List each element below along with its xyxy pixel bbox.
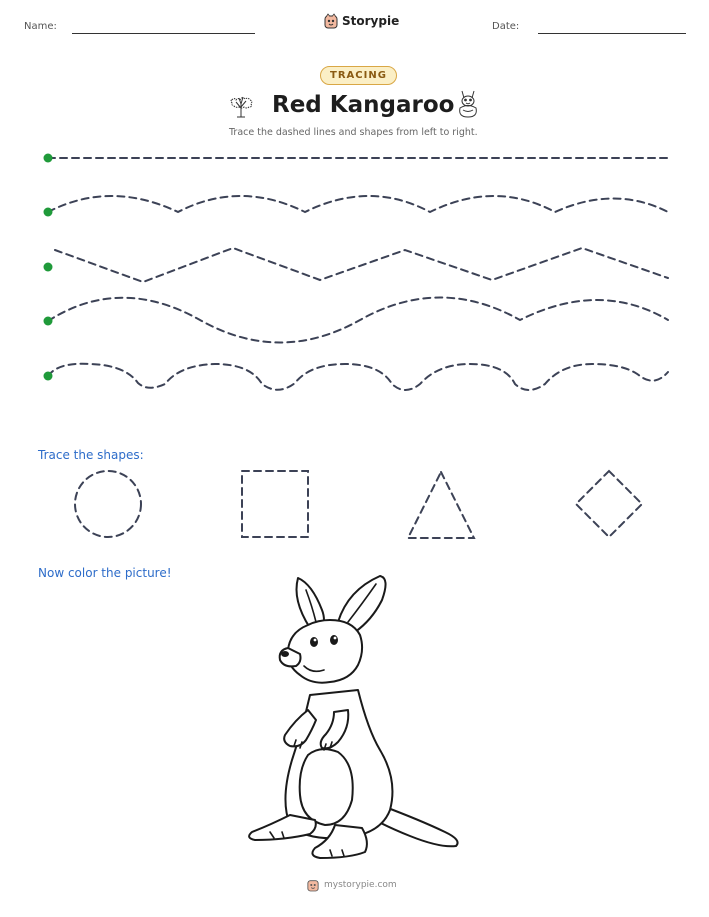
tracing-shapes — [0, 462, 709, 552]
start-dot-2 — [44, 208, 53, 217]
trace-line-gentle-wave — [48, 196, 668, 212]
trace-line-curvy-wave — [48, 364, 668, 390]
trace-shape-square — [242, 471, 308, 537]
brand-logo — [324, 13, 399, 29]
name-label: Name: — [24, 21, 57, 32]
instructions: Trace the dashed lines and shapes from left to right. — [229, 127, 478, 138]
section-shapes-heading: Trace the shapes: — [38, 448, 144, 462]
tracing-badge: TRACING — [320, 66, 397, 85]
footer-url[interactable]: mystorypie.com — [324, 880, 397, 890]
kangaroo-coloring-picture[interactable] — [230, 570, 480, 870]
start-dot-5 — [44, 372, 53, 381]
trace-line-wave — [48, 298, 668, 343]
kangaroo-icon — [455, 89, 481, 119]
start-dot-4 — [44, 317, 53, 326]
start-dot-1 — [44, 154, 53, 163]
tracing-lines — [0, 140, 709, 400]
footer — [307, 878, 397, 892]
trace-shape-triangle — [408, 472, 474, 538]
date-line[interactable] — [538, 33, 686, 34]
storypie-logo-icon — [307, 878, 319, 892]
page-title: Red Kangaroo — [272, 92, 455, 118]
brand-name: Storypie — [342, 14, 400, 28]
tree-icon — [228, 92, 254, 118]
trace-shape-diamond — [576, 471, 642, 537]
section-color-heading: Now color the picture! — [38, 566, 172, 580]
trace-shape-circle — [75, 471, 141, 537]
storypie-logo-icon — [324, 13, 338, 29]
trace-line-zigzag — [55, 248, 668, 282]
name-line[interactable] — [72, 33, 255, 34]
start-dot-3 — [44, 263, 53, 272]
date-label: Date: — [492, 21, 520, 32]
